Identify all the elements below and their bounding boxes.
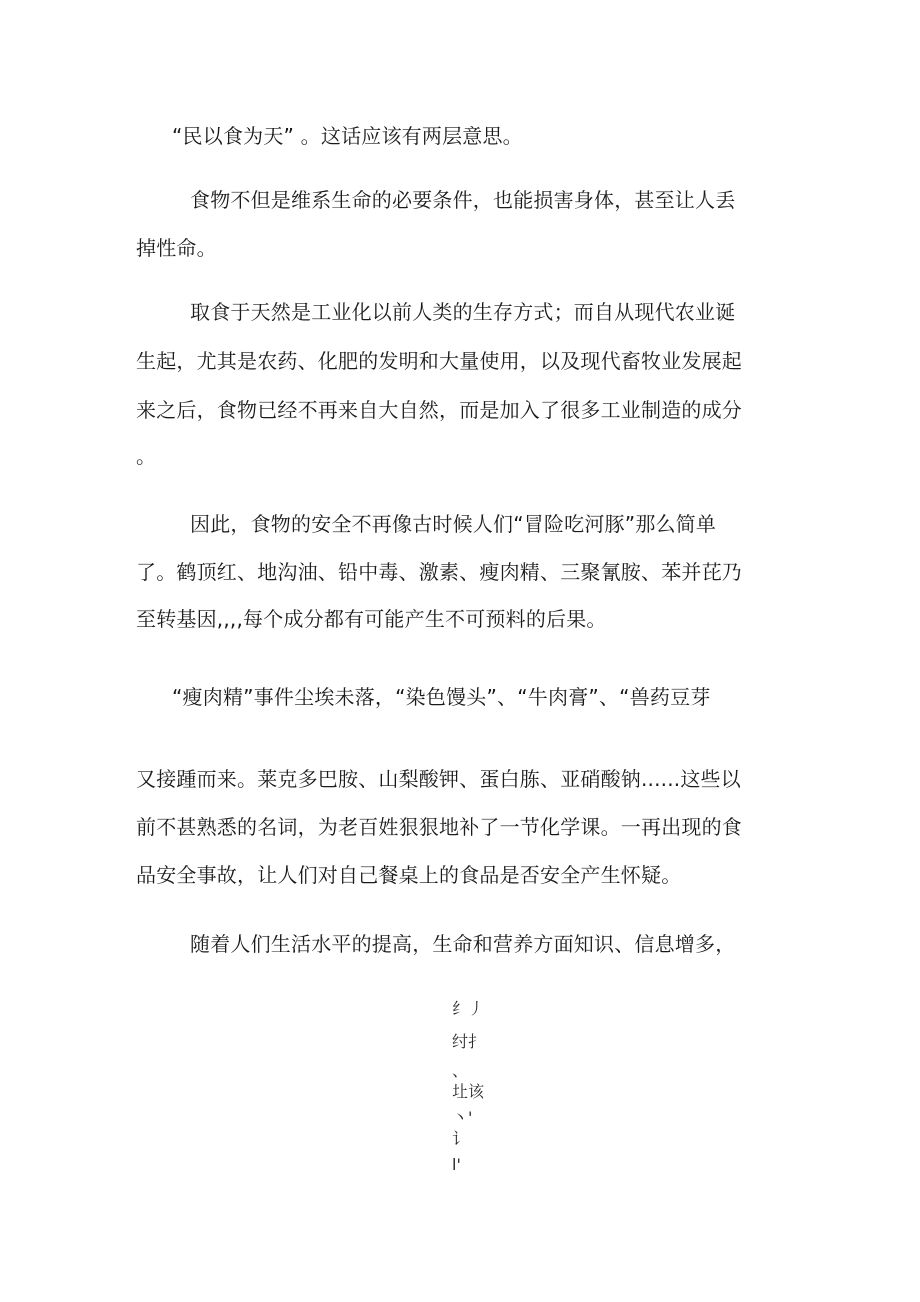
paragraph-4-line-1: 因此，食物的安全不再像古时候人们“冒险吃河豚”那么简单 [190, 512, 717, 536]
paragraph-3-line-1: 取食于天然是工业化以前人类的生存方式；而自从现代农业诞 [190, 300, 736, 324]
paragraph-4-line-2: 了。鹤顶红、地沟油、铅中毒、激素、瘦肉精、三聚氰胺、苯并芘乃 [136, 560, 742, 584]
paragraph-2-line-1: 食物不但是维系生命的必要条件，也能损害身体，甚至让人丢 [190, 188, 736, 212]
paragraph-3-line-4: 。 [136, 444, 157, 468]
broken-text-fragment: 丶' [452, 1108, 473, 1127]
paragraph-4-line-3: 至转基因,,,,每个成分都有可能产生不可预料的后果。 [136, 607, 607, 631]
broken-text-fragment: 讠 [452, 1129, 469, 1148]
broken-text-fragment: 、 [452, 1061, 469, 1080]
paragraph-3-line-2: 生起，尤其是农药、化肥的发明和大量使用，以及现代畜牧业发展起 [136, 349, 742, 373]
broken-text-fragment: 纟丿 [452, 999, 485, 1018]
paragraph-5-line-1: “瘦肉精”事件尘埃未落，“染色馒头”、“牛肉膏”、“兽药豆芽 [172, 685, 711, 709]
paragraph-6-line-3: 品安全事故，让人们对自己餐桌上的食品是否安全产生怀疑。 [136, 863, 682, 887]
paragraph-6-line-2: 前不甚熟悉的名词，为老百姓狠狠地补了一节化学课。一再出现的食 [136, 815, 742, 839]
broken-text-fragment: 纣扌 [452, 1032, 485, 1051]
paragraph-2-line-2: 掉性命。 [136, 236, 217, 260]
broken-text-fragment: l' [452, 1155, 461, 1174]
paragraph-6-line-1: 又接踵而来。莱克多巴胺、山梨酸钾、蛋白胨、亚硝酸钠......这些以 [136, 767, 741, 791]
paragraph-1-line-1: “民以食为天” 。这话应该有两层意思。 [172, 124, 523, 148]
broken-text-fragment: 圵该 [452, 1082, 485, 1101]
paragraph-3-line-3: 来之后，食物已经不再来自大自然，而是加入了很多工业制造的成分 [136, 398, 742, 422]
paragraph-7-line-1: 随着人们生活水平的提高，生命和营养方面知识、信息增多， [190, 932, 736, 956]
